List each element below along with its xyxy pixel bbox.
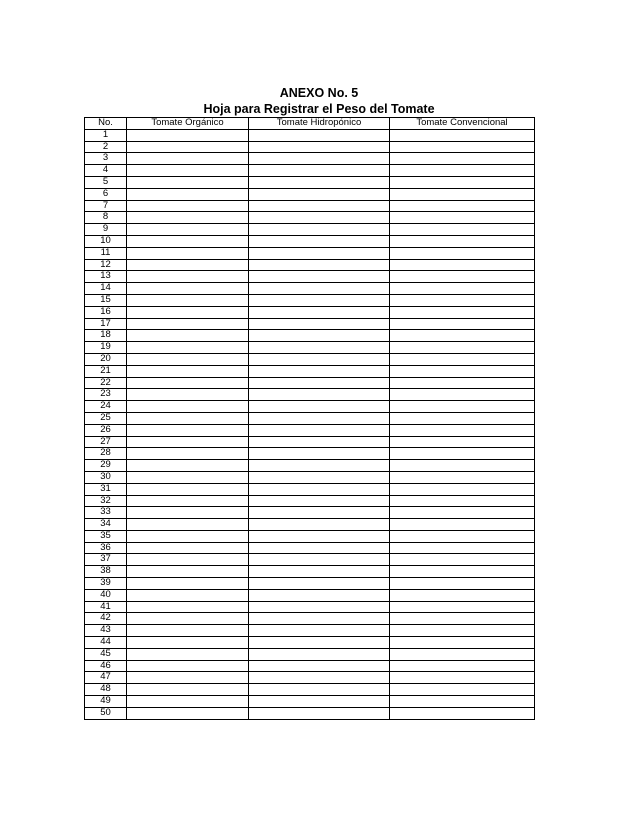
conventional-weight-cell[interactable] [390,306,535,318]
conventional-weight-cell[interactable] [390,471,535,483]
organic-weight-cell[interactable] [127,530,249,542]
hydroponic-weight-cell[interactable] [249,401,390,413]
conventional-weight-cell[interactable] [390,318,535,330]
hydroponic-weight-cell[interactable] [249,495,390,507]
row-number: 1 [85,129,127,141]
table-row [85,530,535,542]
conventional-weight-cell[interactable] [390,672,535,684]
organic-weight-cell[interactable] [127,271,249,283]
conventional-weight-cell[interactable] [390,625,535,637]
organic-weight-cell[interactable] [127,637,249,649]
row-number: 21 [85,365,127,377]
hydroponic-weight-cell[interactable] [249,471,390,483]
table-row [85,283,535,295]
conventional-weight-cell[interactable] [390,660,535,672]
organic-weight-cell[interactable] [127,212,249,224]
row-number: 42 [85,613,127,625]
hydroponic-weight-cell[interactable] [249,578,390,590]
conventional-weight-cell[interactable] [390,247,535,259]
row-number: 41 [85,601,127,613]
organic-weight-cell[interactable] [127,696,249,708]
conventional-weight-cell[interactable] [390,176,535,188]
row-number: 49 [85,696,127,708]
organic-weight-cell[interactable] [127,424,249,436]
row-number: 39 [85,578,127,590]
table-row [85,176,535,188]
conventional-weight-cell[interactable] [390,530,535,542]
hydroponic-weight-cell[interactable] [249,353,390,365]
row-number: 11 [85,247,127,259]
organic-weight-cell[interactable] [127,283,249,295]
organic-weight-cell[interactable] [127,365,249,377]
conventional-weight-cell[interactable] [390,483,535,495]
conventional-weight-cell[interactable] [390,129,535,141]
table-row [85,247,535,259]
conventional-weight-cell[interactable] [390,495,535,507]
row-number: 45 [85,648,127,660]
table-row [85,554,535,566]
organic-weight-cell[interactable] [127,412,249,424]
conventional-weight-cell[interactable] [390,412,535,424]
table-row [85,637,535,649]
conventional-weight-cell[interactable] [390,342,535,354]
table-row [85,519,535,531]
hydroponic-weight-cell[interactable] [249,672,390,684]
table-row [85,377,535,389]
row-number: 24 [85,401,127,413]
row-number: 44 [85,637,127,649]
organic-weight-cell[interactable] [127,507,249,519]
hydroponic-weight-cell[interactable] [249,519,390,531]
table-row [85,306,535,318]
table-row [85,448,535,460]
hydroponic-weight-cell[interactable] [249,176,390,188]
conventional-weight-cell[interactable] [390,578,535,590]
hydroponic-weight-cell[interactable] [249,648,390,660]
organic-weight-cell[interactable] [127,235,249,247]
table-row [85,495,535,507]
organic-weight-cell[interactable] [127,483,249,495]
table-row [85,212,535,224]
conventional-weight-cell[interactable] [390,153,535,165]
organic-weight-cell[interactable] [127,519,249,531]
hydroponic-weight-cell[interactable] [249,412,390,424]
hydroponic-weight-cell[interactable] [249,318,390,330]
table-row [85,436,535,448]
row-number: 22 [85,377,127,389]
table-row [85,566,535,578]
conventional-weight-cell[interactable] [390,377,535,389]
row-number: 36 [85,542,127,554]
table-row [85,188,535,200]
organic-weight-cell[interactable] [127,306,249,318]
table-row [85,129,535,141]
column-header-organic: Tomate Orgánico [127,118,249,130]
organic-weight-cell[interactable] [127,436,249,448]
organic-weight-cell[interactable] [127,613,249,625]
conventional-weight-cell[interactable] [390,448,535,460]
hydroponic-weight-cell[interactable] [249,306,390,318]
organic-weight-cell[interactable] [127,247,249,259]
row-number: 7 [85,200,127,212]
hydroponic-weight-cell[interactable] [249,589,390,601]
conventional-weight-cell[interactable] [390,330,535,342]
table-row [85,294,535,306]
table-row [85,578,535,590]
row-number: 35 [85,530,127,542]
table-row [85,318,535,330]
hydroponic-weight-cell[interactable] [249,613,390,625]
hydroponic-weight-cell[interactable] [249,637,390,649]
column-header-no: No. [85,118,127,130]
conventional-weight-cell[interactable] [390,141,535,153]
organic-weight-cell[interactable] [127,495,249,507]
row-number: 10 [85,235,127,247]
row-number: 29 [85,460,127,472]
organic-weight-cell[interactable] [127,153,249,165]
organic-weight-cell[interactable] [127,566,249,578]
organic-weight-cell[interactable] [127,684,249,696]
column-header-conventional: Tomate Convencional [390,118,535,130]
table-row [85,684,535,696]
organic-weight-cell[interactable] [127,601,249,613]
conventional-weight-cell[interactable] [390,696,535,708]
conventional-weight-cell[interactable] [390,648,535,660]
organic-weight-cell[interactable] [127,377,249,389]
table-row [85,660,535,672]
hydroponic-weight-cell[interactable] [249,460,390,472]
conventional-weight-cell[interactable] [390,436,535,448]
table-row [85,589,535,601]
organic-weight-cell[interactable] [127,129,249,141]
row-number: 23 [85,389,127,401]
organic-weight-cell[interactable] [127,648,249,660]
table-row [85,153,535,165]
hydroponic-weight-cell[interactable] [249,365,390,377]
table-header-row [85,118,535,130]
conventional-weight-cell[interactable] [390,259,535,271]
organic-weight-cell[interactable] [127,460,249,472]
row-number: 28 [85,448,127,460]
table-row [85,471,535,483]
organic-weight-cell[interactable] [127,165,249,177]
hydroponic-weight-cell[interactable] [249,601,390,613]
hydroponic-weight-cell[interactable] [249,212,390,224]
organic-weight-cell[interactable] [127,318,249,330]
table-row [85,696,535,708]
table-row [85,601,535,613]
conventional-weight-cell[interactable] [390,613,535,625]
table-row [85,259,535,271]
hydroponic-weight-cell[interactable] [249,247,390,259]
conventional-weight-cell[interactable] [390,507,535,519]
table-row [85,200,535,212]
conventional-weight-cell[interactable] [390,424,535,436]
table-row [85,271,535,283]
table-row [85,365,535,377]
table-row [85,401,535,413]
conventional-weight-cell[interactable] [390,589,535,601]
hydroponic-weight-cell[interactable] [249,566,390,578]
organic-weight-cell[interactable] [127,401,249,413]
hydroponic-weight-cell[interactable] [249,389,390,401]
hydroponic-weight-cell[interactable] [249,507,390,519]
conventional-weight-cell[interactable] [390,707,535,719]
organic-weight-cell[interactable] [127,330,249,342]
conventional-weight-cell[interactable] [390,235,535,247]
conventional-weight-cell[interactable] [390,460,535,472]
hydroponic-weight-cell[interactable] [249,554,390,566]
hydroponic-weight-cell[interactable] [249,129,390,141]
hydroponic-weight-cell[interactable] [249,165,390,177]
table-row [85,235,535,247]
hydroponic-weight-cell[interactable] [249,188,390,200]
organic-weight-cell[interactable] [127,200,249,212]
table-row [85,389,535,401]
table-row [85,224,535,236]
row-number: 33 [85,507,127,519]
organic-weight-cell[interactable] [127,448,249,460]
organic-weight-cell[interactable] [127,542,249,554]
hydroponic-weight-cell[interactable] [249,707,390,719]
row-number: 50 [85,707,127,719]
table-row [85,672,535,684]
conventional-weight-cell[interactable] [390,365,535,377]
row-number: 30 [85,471,127,483]
table-row [85,165,535,177]
table-row [85,412,535,424]
row-number: 38 [85,566,127,578]
row-number: 8 [85,212,127,224]
organic-weight-cell[interactable] [127,660,249,672]
conventional-weight-cell[interactable] [390,401,535,413]
hydroponic-weight-cell[interactable] [249,483,390,495]
conventional-weight-cell[interactable] [390,200,535,212]
hydroponic-weight-cell[interactable] [249,530,390,542]
table-row [85,507,535,519]
row-number: 25 [85,412,127,424]
organic-weight-cell[interactable] [127,554,249,566]
row-number: 48 [85,684,127,696]
conventional-weight-cell[interactable] [390,601,535,613]
conventional-weight-cell[interactable] [390,271,535,283]
conventional-weight-cell[interactable] [390,684,535,696]
organic-weight-cell[interactable] [127,188,249,200]
row-number: 40 [85,589,127,601]
row-number: 4 [85,165,127,177]
hydroponic-weight-cell[interactable] [249,684,390,696]
organic-weight-cell[interactable] [127,259,249,271]
table-row [85,648,535,660]
hydroponic-weight-cell[interactable] [249,141,390,153]
organic-weight-cell[interactable] [127,224,249,236]
table-body [85,129,535,719]
table-row [85,353,535,365]
organic-weight-cell[interactable] [127,471,249,483]
row-number: 37 [85,554,127,566]
table-row [85,330,535,342]
table-row [85,707,535,719]
hydroponic-weight-cell[interactable] [249,696,390,708]
table-row [85,613,535,625]
hydroponic-weight-cell[interactable] [249,153,390,165]
conventional-weight-cell[interactable] [390,519,535,531]
hydroponic-weight-cell[interactable] [249,424,390,436]
hydroponic-weight-cell[interactable] [249,224,390,236]
organic-weight-cell[interactable] [127,707,249,719]
hydroponic-weight-cell[interactable] [249,448,390,460]
table-row [85,542,535,554]
row-number: 5 [85,176,127,188]
organic-weight-cell[interactable] [127,625,249,637]
table-row [85,625,535,637]
organic-weight-cell[interactable] [127,353,249,365]
row-number: 9 [85,224,127,236]
document-subtitle: Hoja para Registrar el Peso del Tomate [203,102,435,116]
organic-weight-cell[interactable] [127,176,249,188]
conventional-weight-cell[interactable] [390,283,535,295]
hydroponic-weight-cell[interactable] [249,235,390,247]
row-number: 31 [85,483,127,495]
row-number: 13 [85,271,127,283]
conventional-weight-cell[interactable] [390,389,535,401]
organic-weight-cell[interactable] [127,672,249,684]
organic-weight-cell[interactable] [127,578,249,590]
row-number: 2 [85,141,127,153]
document-title: ANEXO No. 5 [279,86,359,100]
conventional-weight-cell[interactable] [390,212,535,224]
row-number: 27 [85,436,127,448]
hydroponic-weight-cell[interactable] [249,200,390,212]
row-number: 32 [85,495,127,507]
row-number: 20 [85,353,127,365]
hydroponic-weight-cell[interactable] [249,542,390,554]
row-number: 14 [85,283,127,295]
hydroponic-weight-cell[interactable] [249,271,390,283]
conventional-weight-cell[interactable] [390,566,535,578]
hydroponic-weight-cell[interactable] [249,259,390,271]
row-number: 43 [85,625,127,637]
hydroponic-weight-cell[interactable] [249,342,390,354]
conventional-weight-cell[interactable] [390,165,535,177]
hydroponic-weight-cell[interactable] [249,283,390,295]
hydroponic-weight-cell[interactable] [249,294,390,306]
row-number: 6 [85,188,127,200]
row-number: 26 [85,424,127,436]
table-row [85,424,535,436]
column-header-hydroponic: Tomate Hidropónico [249,118,390,130]
table-row [85,342,535,354]
conventional-weight-cell[interactable] [390,353,535,365]
table-row [85,460,535,472]
row-number: 3 [85,153,127,165]
weight-record-table [84,117,535,720]
organic-weight-cell[interactable] [127,294,249,306]
conventional-weight-cell[interactable] [390,224,535,236]
conventional-weight-cell[interactable] [390,637,535,649]
hydroponic-weight-cell[interactable] [249,660,390,672]
organic-weight-cell[interactable] [127,389,249,401]
row-number: 34 [85,519,127,531]
table-row [85,483,535,495]
hydroponic-weight-cell[interactable] [249,436,390,448]
conventional-weight-cell[interactable] [390,294,535,306]
hydroponic-weight-cell[interactable] [249,625,390,637]
row-number: 12 [85,259,127,271]
row-number: 19 [85,342,127,354]
row-number: 47 [85,672,127,684]
row-number: 17 [85,318,127,330]
row-number: 18 [85,330,127,342]
conventional-weight-cell[interactable] [390,554,535,566]
row-number: 46 [85,660,127,672]
conventional-weight-cell[interactable] [390,542,535,554]
organic-weight-cell[interactable] [127,141,249,153]
row-number: 15 [85,294,127,306]
table-row [85,141,535,153]
hydroponic-weight-cell[interactable] [249,377,390,389]
organic-weight-cell[interactable] [127,342,249,354]
conventional-weight-cell[interactable] [390,188,535,200]
organic-weight-cell[interactable] [127,589,249,601]
row-number: 16 [85,306,127,318]
hydroponic-weight-cell[interactable] [249,330,390,342]
